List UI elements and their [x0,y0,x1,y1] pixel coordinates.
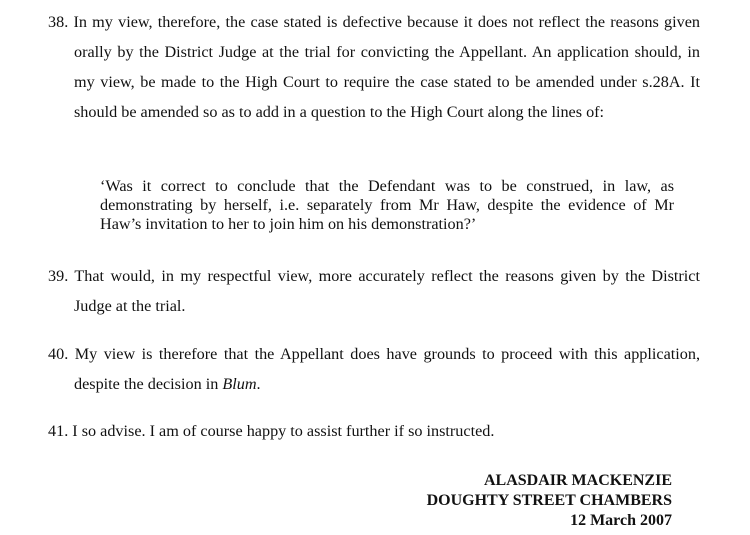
signature-name: ALASDAIR MACKENZIE [483,472,672,489]
paragraph-text: I so advise. I am of course happy to assist further if so instructed. [72,422,495,440]
paragraph-text-after: . [256,375,261,393]
signature-block [427,471,672,531]
quoted-question: ‘Was it correct to conclude that the Defendant was to be construed, in law, as demonstrating by herself, i.e. separately from Mr Haw, despite the evidence of Mr Haw’s invitation to her to join him on his demonstration?’ [100,177,674,233]
signature-date: 12 March 2007 [570,512,672,529]
paragraph-38 [48,7,700,127]
paragraph-39 [48,261,700,321]
paragraph-text: In my view, therefore, the case stated is defective because it does not reflect the reasons given orally by the District Judge at the trial for convicting the Appellant. An application should, in my view, be made to the High Court to require the case stated to be amended under s.28A. It should be amended so as to add in a question to the High Court along the lines of: [73,13,700,121]
paragraph-text-before: My view is therefore that the Appellant does have grounds to proceed with this application, despite the decision in [74,345,700,393]
paragraph-40 [48,339,700,399]
paragraph-number: 40. [48,345,69,363]
paragraph-41 [48,416,700,446]
paragraph-number: 41. [48,422,69,440]
paragraph-number: 38. [48,13,69,31]
signature-chambers: DOUGHTY STREET CHAMBERS [426,492,672,509]
paragraph-number: 39. [48,267,69,285]
paragraph-text [74,345,700,393]
paragraph-text: That would, in my respectful view, more accurately reflect the reasons given by the District Judge at the trial. [74,267,700,315]
case-name-italic: Blum [222,375,257,393]
